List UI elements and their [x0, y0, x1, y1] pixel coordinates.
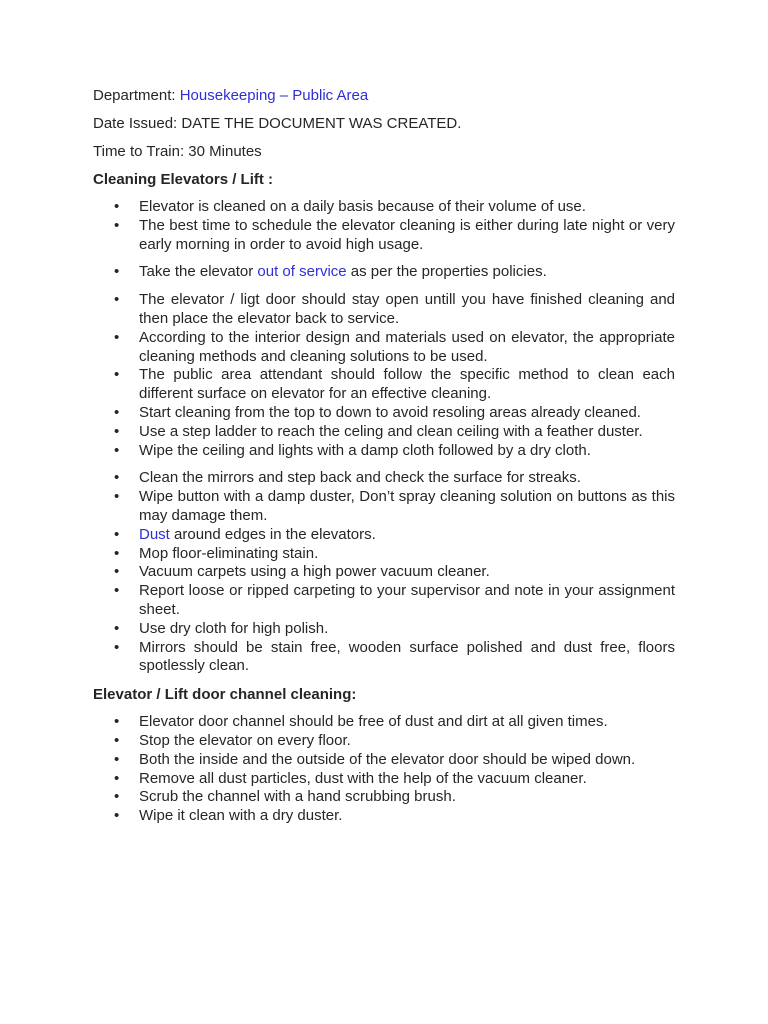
- list-item: • Use a step ladder to reach the celing and clean ceiling with a feather duster.: [93, 423, 675, 442]
- list-item: [93, 526, 675, 545]
- list-item: • Remove all dust particles, dust with the help of the vacuum cleaner.: [93, 770, 675, 789]
- list-item: • Mop floor-eliminating stain.: [93, 545, 675, 564]
- list-item: • Wipe button with a damp duster, Don’t spray cleaning solution on buttons as this may damage them.: [93, 488, 675, 526]
- list-item: [93, 263, 675, 282]
- section-heading-door-channel: Elevator / Lift door channel cleaning:: [93, 686, 357, 704]
- section-heading-cleaning-elevators: Cleaning Elevators / Lift :: [93, 171, 274, 188]
- list-item: • Elevator door channel should be free of dust and dirt at all given times.: [93, 713, 675, 732]
- list-item-text: as per the properties policies.: [346, 263, 547, 281]
- out-of-service-link[interactable]: out of service: [257, 263, 347, 281]
- list-item: • According to the interior design and materials used on elevator, the appropriate cleaning methods and cleaning solutions to be used.: [93, 329, 675, 367]
- list-item: • Mirrors should be stain free, wooden surface polished and dust free, floors spotlessly clean.: [93, 639, 675, 677]
- list-item: • Clean the mirrors and step back and check the surface for streaks.: [93, 469, 675, 488]
- department-line: [93, 86, 675, 105]
- list-item: • The public area attendant should follow the specific method to clean each different surface on elevator for an effective cleaning.: [93, 366, 675, 404]
- list-item: • Scrub the channel with a hand scrubbing brush.: [93, 788, 675, 807]
- list-item: • Report loose or ripped carpeting to your supervisor and note in your assignment sheet.: [93, 582, 675, 620]
- list-item: • Elevator is cleaned on a daily basis because of their volume of use.: [93, 198, 675, 217]
- list-item: • Use dry cloth for high polish.: [93, 620, 675, 639]
- dust-link[interactable]: Dust: [139, 525, 170, 543]
- list-item-text: around edges in the elevators.: [169, 525, 376, 543]
- list-item: • Stop the elevator on every floor.: [93, 732, 675, 751]
- time-to-train-line: Time to Train: 30 Minutes: [93, 143, 262, 160]
- list-item: • The elevator / ligt door should stay open untill you have finished cleaning and then place the elevator back to service.: [93, 291, 675, 329]
- list-item: • Vacuum carpets using a high power vacuum cleaner.: [93, 563, 675, 582]
- list-item: • Start cleaning from the top to down to avoid resoling areas already cleaned.: [93, 404, 675, 423]
- department-value: Housekeeping – Public Area: [179, 87, 369, 104]
- document-page: [93, 86, 675, 826]
- date-issued-line: Date Issued: DATE THE DOCUMENT WAS CREATED.: [93, 115, 462, 132]
- section-spacer: [93, 676, 675, 685]
- list-item: • Wipe the ceiling and lights with a damp cloth followed by a dry cloth.: [93, 442, 675, 461]
- list-item: • Wipe it clean with a dry duster.: [93, 807, 675, 826]
- list-item-text: Take the elevator: [139, 263, 258, 281]
- cleaning-elevators-list: [93, 198, 675, 676]
- list-item: • The best time to schedule the elevator cleaning is either during late night or very early morning in order to avoid high usage.: [93, 217, 675, 255]
- department-label: Department:: [93, 87, 180, 104]
- door-channel-list: [93, 713, 675, 826]
- list-item: • Both the inside and the outside of the elevator door should be wiped down.: [93, 751, 675, 770]
